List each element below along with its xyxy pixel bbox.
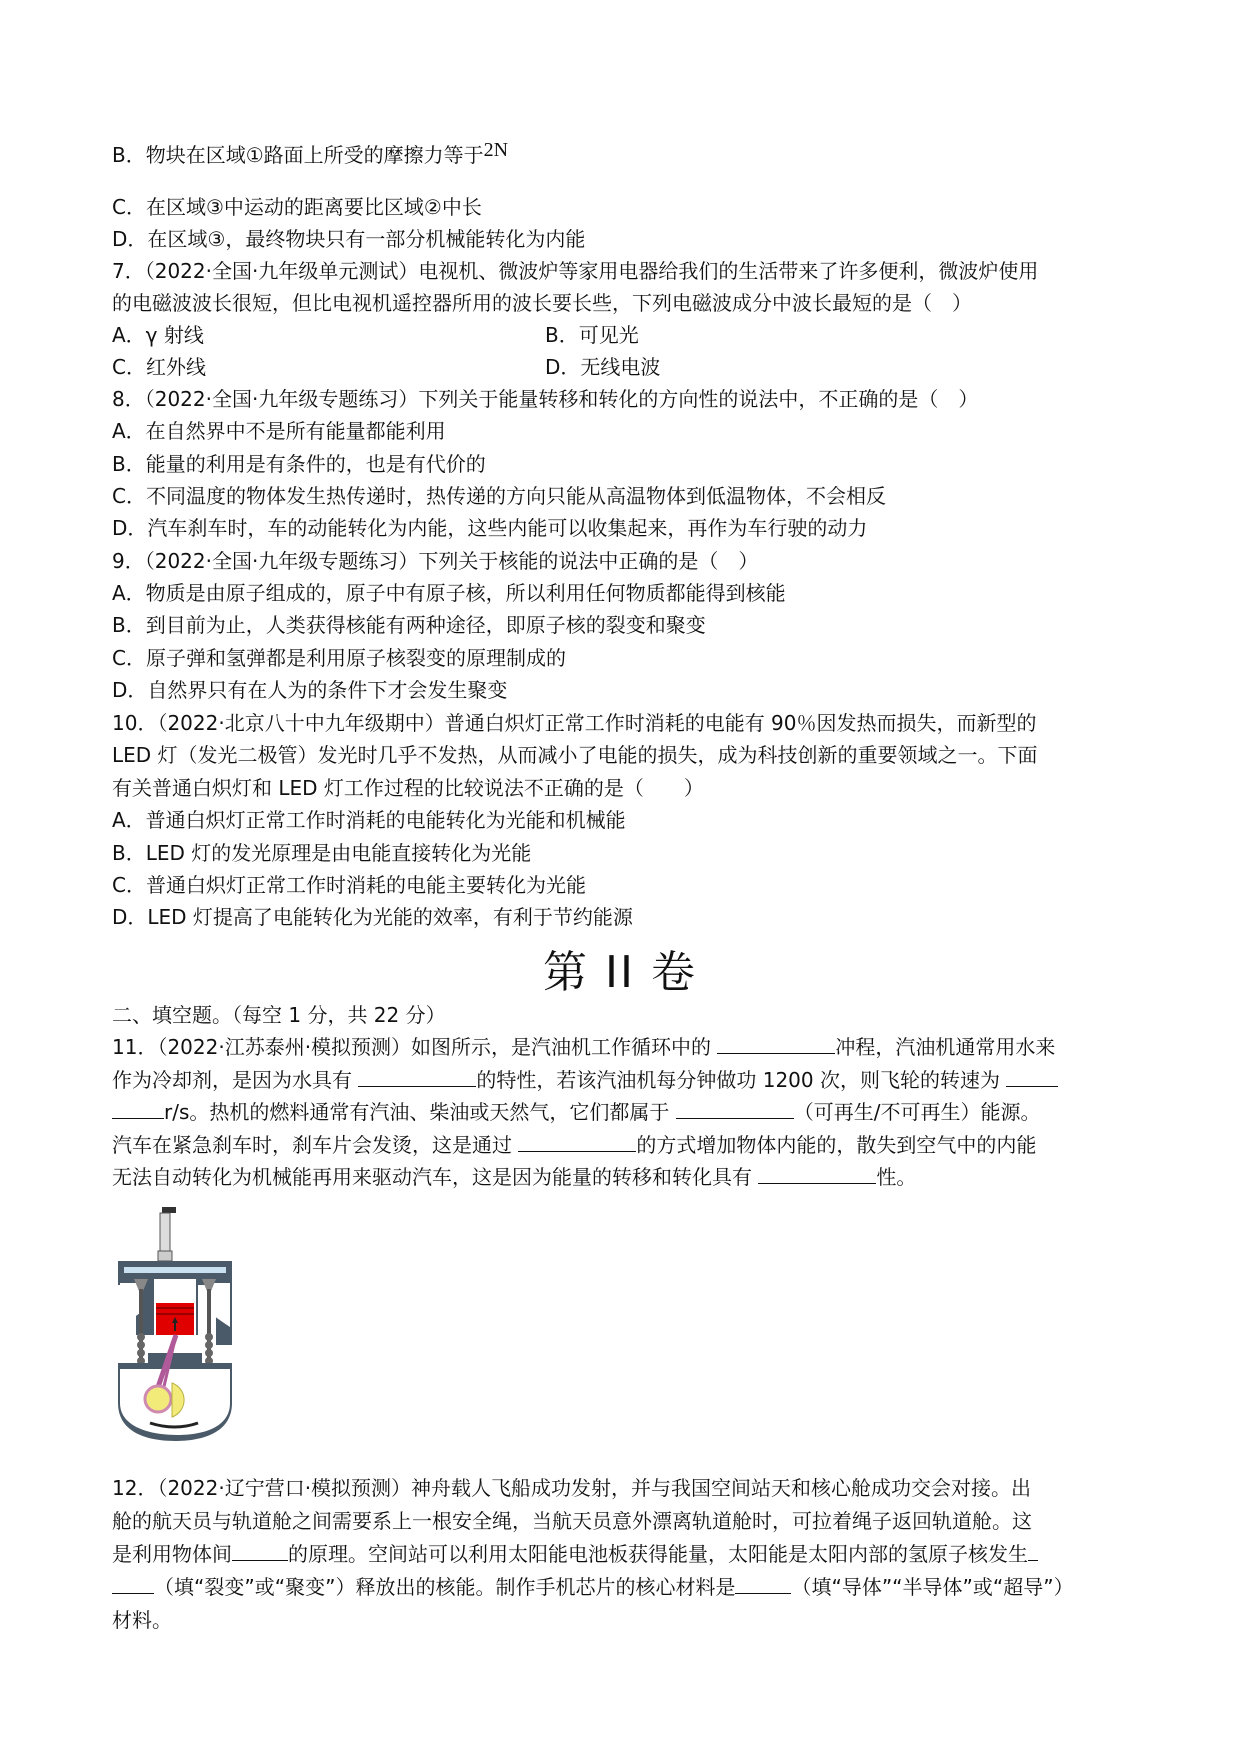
q7-option-b: B．可见光: [545, 323, 639, 347]
q10-option-b: B．LED 灯的发光原理是由电能直接转化为光能: [112, 841, 532, 865]
q11-line1: [112, 1034, 1055, 1060]
q6-option-c: C．在区域③中运动的距离要比区域②中长: [112, 195, 482, 219]
q9-option-b: B．到目前为止，人类获得核能有两种途径，即原子核的裂变和聚变: [112, 613, 706, 637]
q12-line3: [112, 1541, 1038, 1567]
q10-stem-line3: 有关普通白炽灯和 LED 灯工作过程的比较说法不正确的是（ ）: [112, 776, 704, 800]
q11-blank-speed-part1[interactable]: [1006, 1068, 1058, 1087]
q7-options-row2: [112, 354, 661, 380]
q11-text: r/s。热机的燃料通常有汽油、柴油或天然气，它们都属于: [164, 1100, 676, 1124]
q12-text: 是利用物体间: [112, 1542, 232, 1566]
q7-option-a: A．γ 射线: [112, 323, 204, 347]
q12-text: （填“裂变”或“聚变”）释放出的核能。制作手机芯片的核心材料是: [154, 1575, 736, 1599]
q11-blank-directionality[interactable]: [758, 1165, 876, 1184]
section-title: 二、填空题。（每空 1 分，共 22 分）: [112, 1003, 446, 1027]
q8-option-b: B．能量的利用是有条件的，也是有代价的: [112, 452, 486, 476]
q11-text: 作为冷却剂，是因为水具有: [112, 1068, 359, 1092]
q7-stem-line2: 的电磁波波长很短，但比电视机遥控器所用的波长要长些，下列电磁波成分中波长最短的是（ ）: [112, 291, 972, 315]
q12-blank-force-principle[interactable]: [232, 1542, 288, 1561]
q12-line1: 12．（2022·辽宁营口·模拟预测）神舟载人飞船成功发射，并与我国空间站天和核心舱成功交会对接。出: [112, 1476, 1032, 1500]
q8-option-a: A．在自然界中不是所有能量都能利用: [112, 419, 446, 443]
q12-text: （填“导体”“半导体”或“超导”）: [791, 1575, 1074, 1599]
q11-blank-method[interactable]: [518, 1133, 636, 1152]
q6-option-b: [112, 139, 509, 169]
q7-option-d: D．无线电波: [545, 355, 661, 379]
q7-option-c: C．红外线: [112, 355, 206, 379]
section-heading: 第 II 卷: [543, 947, 697, 998]
q12-line2: 舱的航天员与轨道舱之间需要系上一根安全绳，当航天员意外漂离轨道舱时，可拉着绳子返回轨道舱。这: [112, 1509, 1032, 1533]
q9-option-c: C．原子弹和氢弹都是利用原子核裂变的原理制成的: [112, 646, 566, 670]
q12-blank-reaction-part2[interactable]: [112, 1575, 154, 1594]
q8-option-c: C．不同温度的物体发生热传递时，热传递的方向只能从高温物体到低温物体，不会相反: [112, 484, 886, 508]
engine-cylinder-icon: [110, 1203, 240, 1443]
q7-stem-line1: 7．（2022·全国·九年级单元测试）电视机、微波炉等家用电器给我们的生活带来了许多便利，微波炉使用: [112, 259, 1039, 283]
q11-text: 无法自动转化为机械能再用来驱动汽车，这是因为能量的转移和转化具有: [112, 1165, 759, 1189]
q10-option-c: C．普通白炽灯正常工作时消耗的电能主要转化为光能: [112, 873, 586, 897]
q9-option-a: A．物质是由原子组成的，原子中有原子核，所以利用任何物质都能得到核能: [112, 581, 786, 605]
q9-option-d: D．自然界只有在人为的条件下才会发生聚变: [112, 678, 508, 702]
engine-diagram: [110, 1203, 240, 1443]
q12-line5: 材料。: [112, 1608, 172, 1632]
q12-text: 的原理。空间站可以利用太阳能电池板获得能量，太阳能是太阳内部的氢原子核发生: [288, 1542, 1028, 1566]
q12-blank-reaction-part1[interactable]: [1028, 1542, 1038, 1561]
q10-stem-line1: 10．（2022·北京八十中九年级期中）普通白炽灯正常工作时消耗的电能有 90％因发热而损失，而新型的: [112, 711, 1037, 735]
q11-text: 的特性，若该汽油机每分钟做功 1200 次，则飞轮的转速为: [476, 1068, 1007, 1092]
q10-option-a: A．普通白炽灯正常工作时消耗的电能转化为光能和机械能: [112, 808, 626, 832]
q11-text: 性。: [876, 1165, 917, 1189]
q11-blank-stroke[interactable]: [717, 1035, 835, 1054]
q11-text: 的方式增加物体内能的，散失到空气中的内能: [636, 1133, 1037, 1157]
q10-option-d: D．LED 灯提高了电能转化为光能的效率，有利于节约能源: [112, 905, 633, 929]
q8-option-d: D．汽车刹车时，车的动能转化为内能，这些内能可以收集起来，再作为车行驶的动力: [112, 516, 868, 540]
q6-option-d: D．在区域③，最终物块只有一部分机械能转化为内能: [112, 227, 586, 251]
q6-option-b-text: B．物块在区域①路面上所受的摩擦力等于: [112, 143, 484, 167]
q11-line4: [112, 1132, 1036, 1158]
q11-text: 汽车在紧急刹车时，刹车片会发烫，这是通过: [112, 1133, 519, 1157]
q12-blank-material[interactable]: [735, 1575, 791, 1594]
q6-option-b-value: 2N: [483, 139, 509, 161]
q8-stem: 8．（2022·全国·九年级专题练习）下列关于能量转移和转化的方向性的说法中，不正确的是（ ）: [112, 387, 979, 411]
q10-stem-line2: LED 灯（发光二极管）发光时几乎不发热，从而减小了电能的损失，成为科技创新的重要领域之一。下面: [112, 743, 1038, 767]
q9-stem: 9．（2022·全国·九年级专题练习）下列关于核能的说法中正确的是（ ）: [112, 549, 759, 573]
q11-text: 11．（2022·江苏泰州·模拟预测）如图所示，是汽油机工作循环中的: [112, 1035, 718, 1059]
q7-options-row1: [112, 322, 639, 348]
q11-line2: [112, 1067, 1058, 1093]
q11-text: （可再生/不可再生）能源。: [793, 1100, 1041, 1124]
q12-line4: [112, 1574, 1074, 1600]
q11-blank-speed-part2[interactable]: [112, 1100, 164, 1119]
q11-blank-water-property[interactable]: [358, 1068, 476, 1087]
q11-text: 冲程，汽油机通常用水来: [835, 1035, 1056, 1059]
q11-line3: [112, 1099, 1041, 1125]
q11-line5: [112, 1164, 916, 1190]
q11-blank-renewable[interactable]: [676, 1100, 794, 1119]
